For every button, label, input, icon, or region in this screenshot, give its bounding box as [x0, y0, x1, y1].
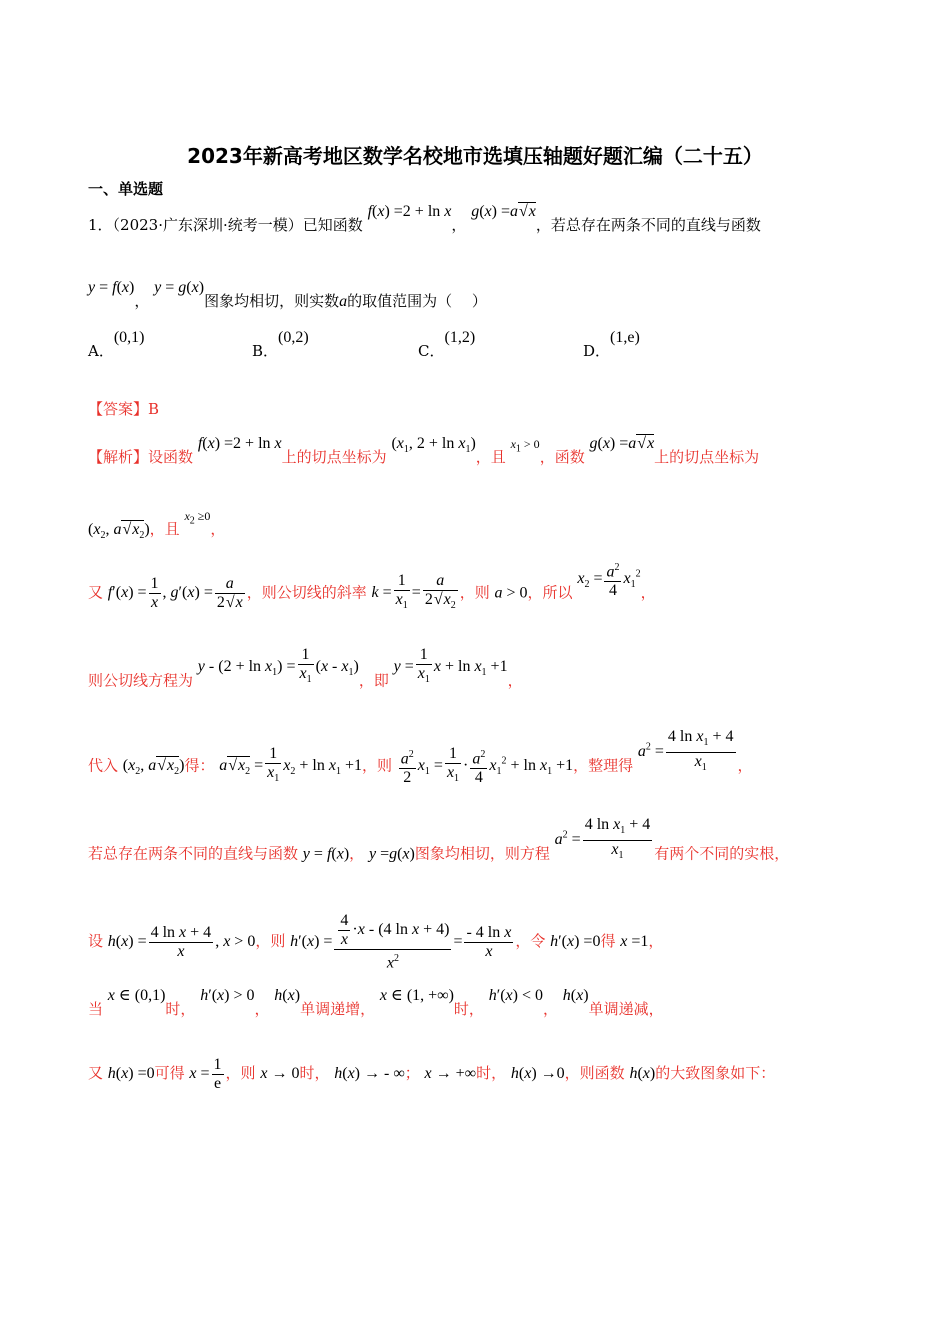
solution-line-1: 【解析】设函数 f(x) =2 + ln x上的切点坐标为 ($x_1$, $2 + \ln x_1$)，且 $^{x_1 > 0}$，函数 g(x) =a√ x上的切点坐标为	[88, 446, 759, 469]
option-c: C．(1,2)	[418, 329, 476, 360]
solution-line-8: 当 x ∈ (0,1)时， h′(x) > 0， h(x)单调递增， x ∈ (1, +∞)时， h′(x) < 0， h(x)单调递减，	[88, 987, 664, 1018]
solution-line-5: 代入 ($x_2$, a√ $x_2$)得： a√ $x_2$ = $\frac{1}{x_1}$ $x_2 + \ln x_1 +1$，则 $\frac{a^2}{2}$ $x_1$ = $\frac{1}{x_1}$ · $\frac{a^2}{4}$ $x_1^2 + \ln x_1 +1$，整理得 $a^2$ = $\frac{4 \ln x_1 + 4}{x_1}$ ，	[88, 742, 753, 791]
option-d: D．(1,e)	[583, 329, 640, 360]
solution-line-9: 又 h(x) =0可得 x = $\frac{1}{e}$ ，则 x → 0时， h(x) → - ∞； x → +∞时， h(x) →0，则函数 h(x)的大致图象如下：	[88, 1056, 776, 1092]
answer-line: 【答案】B	[88, 400, 160, 418]
solution-line-4: 则公切线方程为 $y - (2 + \ln x_1)$ = $\frac{1}{x_1}$ $(x - x_1)$，即 y = $\frac{1}{x_1}$ $x + \ln x_1 +1$，	[88, 646, 523, 690]
question-line-2: y = f(x)， y = g(x)图象均相切，则实数a的取值范围为（ ）	[88, 279, 487, 310]
section-heading: 一、单选题	[88, 180, 164, 198]
option-a: A．(0,1)	[88, 329, 145, 360]
question-line-1: 1．（2023·广东深圳·统考一模）已知函数 f(x) =2 + ln x， g(x) =a√ x，若总存在两条不同的直线与函数	[88, 214, 761, 235]
page-title: 2023年新高考地区数学名校地市选填压轴题好题汇编（二十五）	[187, 144, 763, 168]
option-b: B．(0,2)	[252, 329, 309, 360]
solution-line-6: 若总存在两条不同的直线与函数 y = f(x)， y =g(x)图象均相切，则方程 $a^2$ = $\frac{4 \ln x_1 + 4}{x_1}$ 有两个不同的实根，	[88, 816, 790, 863]
solution-line-3: 又 f′(x) = $\frac{1}{x}$ , g′(x) = $\frac{a}{2√ x}$ ，则公切线的斜率 k = $\frac{1}{x_1}$ = $\frac{a}{2√ x_2}$ ，则 a > 0，所以 $x_2$ = $\frac{a^2}{4}$ $x_1^2$，	[88, 572, 656, 615]
solution-line-7: 设 h(x) = $\frac{\text{4 ln x + 4}}{x}$ , x > 0，则 h′(x) = $\frac{4}{x}$ ·x - (4 ln x + 4) $x^2$ = $\frac{\text{- 4 ln x}}{x}$ ，令 h′(x) =0得 x =1，	[88, 912, 664, 972]
solution-line-2: ($x_2$, a√ $x_2$)，且 $^{x_2 \ge 0}$，	[88, 518, 225, 541]
